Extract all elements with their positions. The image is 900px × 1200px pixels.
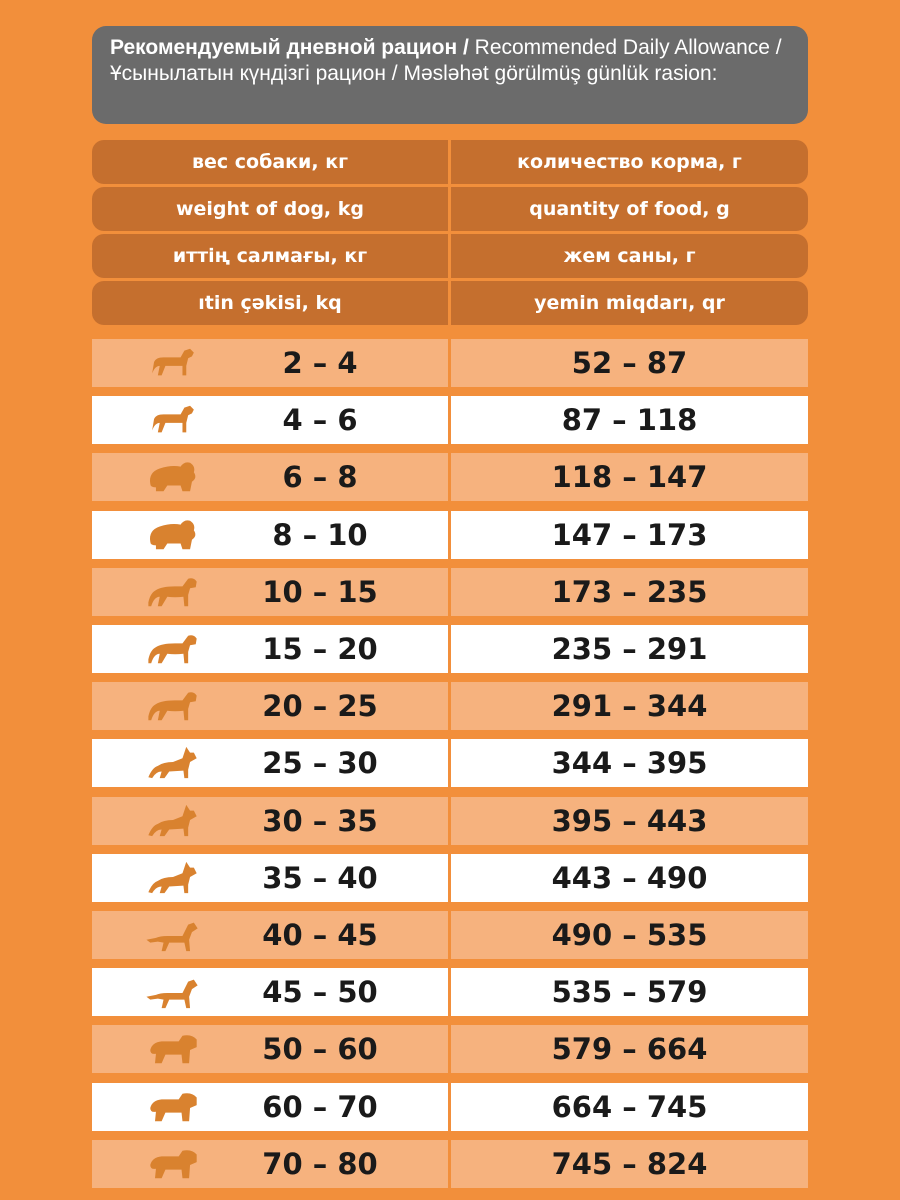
medium-dog-icon bbox=[146, 688, 200, 724]
weight-cell bbox=[92, 396, 448, 444]
header-weight-label: ıtin çəkisi, kq bbox=[92, 281, 448, 325]
weight-value: 30 – 35 bbox=[262, 803, 378, 838]
food-value: 395 – 443 bbox=[451, 797, 808, 845]
weight-value: 10 – 15 bbox=[262, 574, 378, 609]
header-row-en bbox=[92, 187, 808, 231]
header-row-ru bbox=[92, 140, 808, 184]
food-value: 291 – 344 bbox=[451, 682, 808, 730]
medium-dog-icon bbox=[146, 574, 200, 610]
title-box bbox=[92, 26, 808, 124]
food-value: 87 – 118 bbox=[451, 396, 808, 444]
weight-cell bbox=[92, 1083, 448, 1131]
food-value: 173 – 235 bbox=[451, 568, 808, 616]
food-value: 235 – 291 bbox=[451, 625, 808, 673]
fluffy-dog-icon bbox=[146, 459, 200, 495]
header-food-label: жем саны, г bbox=[451, 234, 808, 278]
food-value: 579 – 664 bbox=[451, 1025, 808, 1073]
food-value: 443 – 490 bbox=[451, 854, 808, 902]
mastiff-dog-icon bbox=[146, 1031, 200, 1067]
weight-cell bbox=[92, 453, 448, 501]
table-row bbox=[92, 1025, 808, 1073]
shepherd-dog-icon bbox=[146, 803, 200, 839]
weight-value: 8 – 10 bbox=[272, 517, 368, 552]
weight-value: 45 – 50 bbox=[262, 975, 378, 1010]
table-row bbox=[92, 682, 808, 730]
weight-value: 6 – 8 bbox=[282, 460, 358, 495]
table-row bbox=[92, 1140, 808, 1188]
table-row bbox=[92, 797, 808, 845]
mastiff-dog-icon bbox=[146, 1089, 200, 1125]
header-food-label: yemin miqdarı, qr bbox=[451, 281, 808, 325]
food-value: 344 – 395 bbox=[451, 739, 808, 787]
header-weight-label: weight of dog, kg bbox=[92, 187, 448, 231]
weight-value: 70 – 80 bbox=[262, 1146, 378, 1181]
weight-value: 15 – 20 bbox=[262, 632, 378, 666]
weight-cell bbox=[92, 568, 448, 616]
table-row bbox=[92, 1083, 808, 1131]
weight-value: 20 – 25 bbox=[262, 689, 378, 724]
header-food-label: количество корма, г bbox=[451, 140, 808, 184]
weight-cell bbox=[92, 625, 448, 673]
weight-cell bbox=[92, 1140, 448, 1188]
table-row bbox=[92, 339, 808, 387]
mastiff-dog-icon bbox=[146, 1146, 200, 1182]
food-value: 147 – 173 bbox=[451, 511, 808, 559]
header-weight-label: иттің салмағы, кг bbox=[92, 234, 448, 278]
table-row bbox=[92, 911, 808, 959]
fluffy-dog-icon bbox=[146, 517, 200, 553]
small-dog-icon bbox=[146, 402, 200, 438]
weight-cell bbox=[92, 911, 448, 959]
weight-value: 4 – 6 bbox=[282, 403, 358, 438]
shepherd-dog-icon bbox=[146, 860, 200, 896]
title-rest-text: Recommended Daily Allowance / Ұсынылатын күндізгі рацион / Məsləhət görülmüş günlük rasion: bbox=[110, 36, 782, 85]
table-row bbox=[92, 396, 808, 444]
table-row bbox=[92, 568, 808, 616]
weight-cell bbox=[92, 511, 448, 559]
shepherd-dog-icon bbox=[146, 745, 200, 781]
food-value: 535 – 579 bbox=[451, 968, 808, 1016]
weight-cell bbox=[92, 797, 448, 845]
weight-value: 2 – 4 bbox=[282, 346, 358, 380]
small-dog-icon bbox=[146, 345, 200, 381]
table-row bbox=[92, 968, 808, 1016]
food-value: 664 – 745 bbox=[451, 1083, 808, 1131]
table-row bbox=[92, 854, 808, 902]
weight-cell bbox=[92, 339, 448, 387]
table-row bbox=[92, 625, 808, 673]
table-row bbox=[92, 739, 808, 787]
medium-dog-icon bbox=[146, 631, 200, 667]
weight-cell bbox=[92, 1025, 448, 1073]
header-row-kz bbox=[92, 234, 808, 278]
food-value: 118 – 147 bbox=[451, 453, 808, 501]
header-weight-label: вес собаки, кг bbox=[92, 140, 448, 184]
food-value: 745 – 824 bbox=[451, 1140, 808, 1188]
table-row bbox=[92, 511, 808, 559]
food-value: 52 – 87 bbox=[451, 339, 808, 387]
weight-cell bbox=[92, 739, 448, 787]
weight-value: 25 – 30 bbox=[262, 746, 378, 781]
weight-value: 35 – 40 bbox=[262, 860, 378, 895]
pointer-dog-icon bbox=[146, 917, 200, 953]
weight-cell bbox=[92, 968, 448, 1016]
weight-cell bbox=[92, 682, 448, 730]
weight-value: 40 – 45 bbox=[262, 918, 378, 952]
header-row-az bbox=[92, 281, 808, 325]
weight-cell bbox=[92, 854, 448, 902]
title-bold-text: Рекомендуемый дневной рацион / bbox=[110, 36, 469, 59]
food-value: 490 – 535 bbox=[451, 911, 808, 959]
header-food-label: quantity of food, g bbox=[451, 187, 808, 231]
table-row bbox=[92, 453, 808, 501]
pointer-dog-icon bbox=[146, 974, 200, 1010]
weight-value: 60 – 70 bbox=[262, 1089, 378, 1124]
weight-value: 50 – 60 bbox=[262, 1032, 378, 1067]
